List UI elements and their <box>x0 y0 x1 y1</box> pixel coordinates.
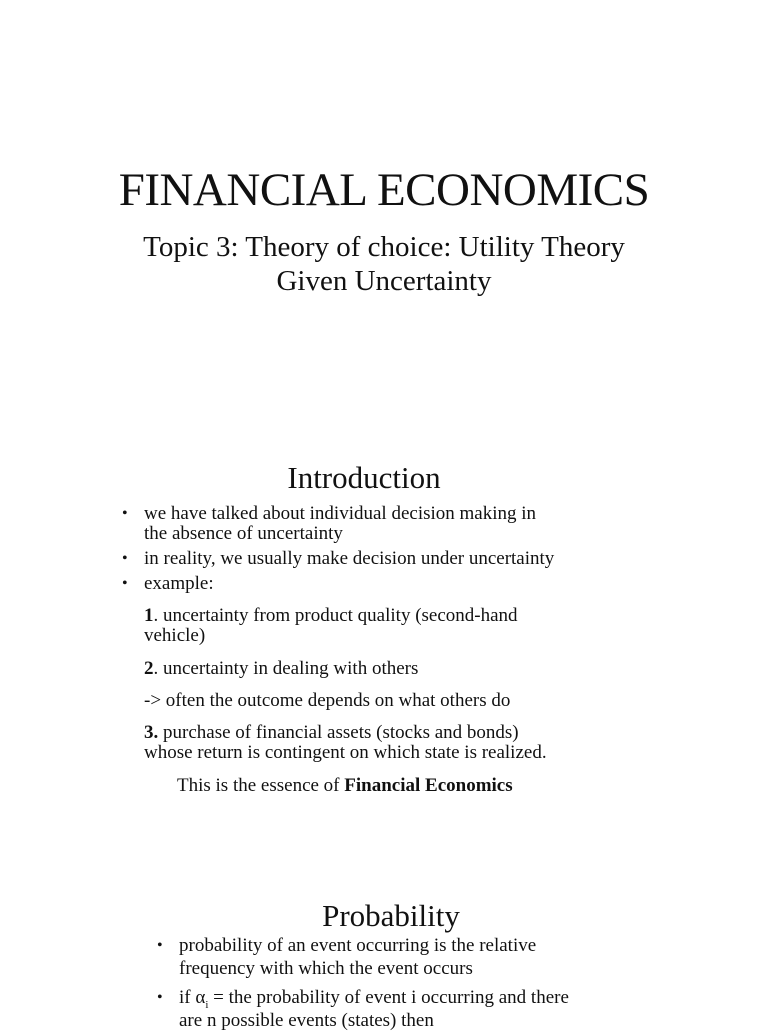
essence-emphasis: Financial Economics <box>344 775 513 796</box>
example-3-number: 3. <box>144 722 159 743</box>
prob-bullet-2-subscript: i <box>205 998 209 1011</box>
example-2-note: -> often the outcome depends on what others do <box>144 690 511 711</box>
example-3-text: purchase of financial assets (stocks and bonds) <box>158 722 519 743</box>
intro-bullet-3-text: example: <box>144 573 214 594</box>
example-1-number: 1 <box>144 605 154 626</box>
example-3 <box>144 723 519 742</box>
prob-bullet-2-suffix: = the probability of event i occurring and there <box>208 987 569 1008</box>
bullet-icon: • <box>122 505 128 522</box>
intro-bullet-1-text: we have talked about individual decision making in <box>144 503 537 524</box>
example-2 <box>144 659 418 678</box>
example-2-number: 2 <box>144 658 154 679</box>
bullet-icon: • <box>122 550 128 567</box>
page-title: FINANCIAL ECONOMICS <box>118 164 650 216</box>
example-3-continuation: whose return is contingent on which state is realized. <box>144 742 547 763</box>
example-1 <box>144 606 518 625</box>
introduction-heading: Introduction <box>287 460 441 495</box>
example-1-continuation: vehicle) <box>144 625 206 646</box>
bullet-icon: • <box>157 937 163 954</box>
essence-statement <box>177 776 513 795</box>
prob-bullet-1-continuation: frequency with which the event occurs <box>179 958 473 979</box>
prob-bullet-2-continuation: are n possible events (states) then <box>179 1010 434 1031</box>
probability-heading: Probability <box>322 898 460 933</box>
subtitle-line-2: Given Uncertainty <box>276 265 492 297</box>
bullet-icon: • <box>122 575 128 592</box>
intro-bullet-1-continuation: the absence of uncertainty <box>144 523 343 544</box>
intro-bullet-2-text: in reality, we usually make decision under uncertainty <box>144 548 555 569</box>
subtitle-line-1: Topic 3: Theory of choice: Utility Theory <box>143 231 625 263</box>
prob-bullet-2-prefix: if α <box>179 987 206 1008</box>
example-2-text: . uncertainty in dealing with others <box>153 658 419 679</box>
prob-bullet-1-text: probability of an event occurring is the relative <box>179 935 537 956</box>
bullet-icon: • <box>157 989 163 1006</box>
example-1-text: . uncertainty from product quality (second-hand <box>153 605 518 626</box>
essence-prefix: This is the essence of <box>177 775 345 796</box>
